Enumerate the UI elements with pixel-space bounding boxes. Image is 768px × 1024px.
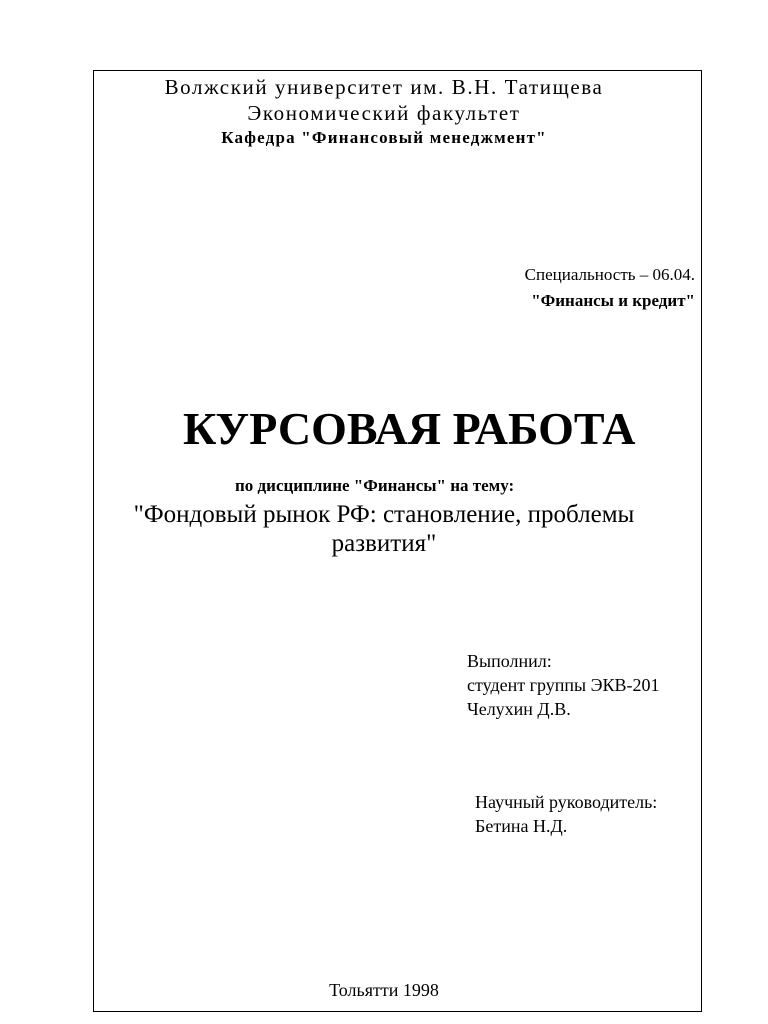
author-group: студент группы ЭКВ-201 (467, 675, 660, 695)
author-name: Челухин Д.В. (467, 699, 571, 719)
department-name: Кафедра "Финансовый менеджмент" (221, 128, 547, 147)
advisor-name: Бетина Н.Д. (475, 816, 568, 836)
advisor-label: Научный руководитель: (475, 792, 658, 812)
specialty-name: "Финансы и кредит" (531, 291, 695, 310)
author-label: Выполнил: (467, 651, 552, 671)
advisor-block (475, 790, 657, 838)
university-name: Волжский университет им. В.Н. Татищева (164, 75, 604, 99)
discipline-line: по дисциплине "Финансы" на тему: (235, 476, 515, 495)
author-block (467, 649, 660, 721)
specialty-code: Специальность – 06.04. (524, 265, 695, 284)
faculty-name: Экономический факультет (247, 101, 521, 125)
topic-line-2: развития" (331, 530, 437, 557)
topic-line-1: "Фондовый рынок РФ: становление, проблемы (133, 501, 635, 528)
city-year: Тольятти 1998 (329, 980, 439, 1000)
document-title: КУРСОВАЯ РАБОТА (183, 403, 636, 454)
